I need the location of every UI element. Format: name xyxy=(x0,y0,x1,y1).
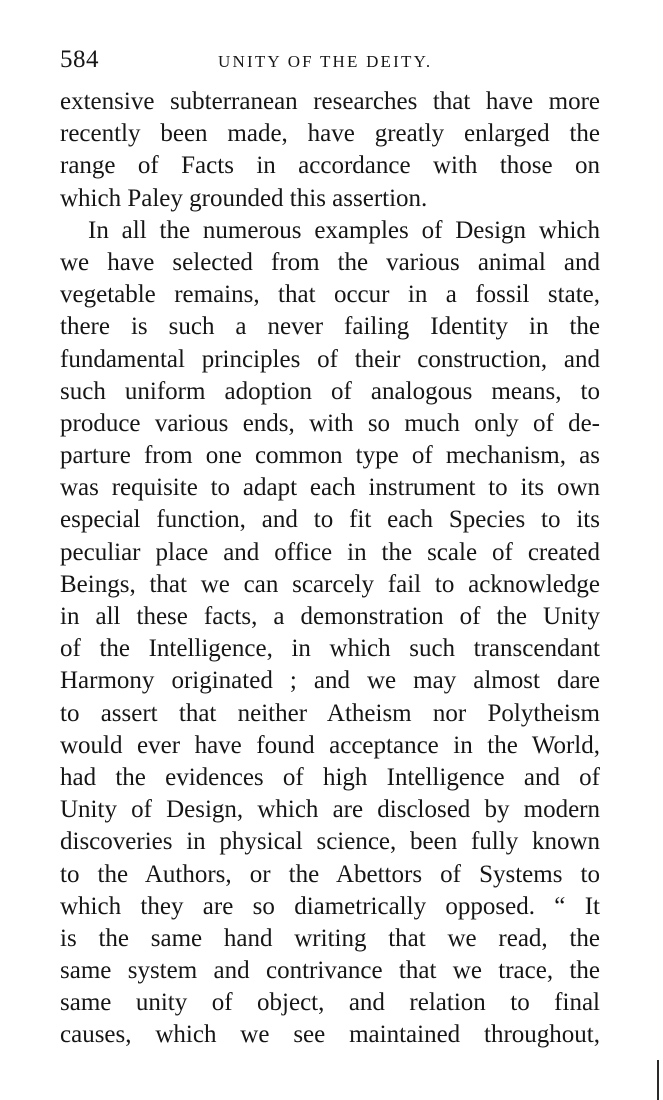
text-line: which they are so diametrically opposed. “ It xyxy=(60,892,600,920)
text-line: especial function, and to fit each Species to its xyxy=(60,506,600,534)
body-text xyxy=(60,86,600,1052)
text-line: of the Intelligence, in which such transcendant xyxy=(60,635,600,663)
text-line: is the same hand writing that we read, the xyxy=(60,924,600,952)
text-line: there is such a never failing Identity in the xyxy=(60,313,600,341)
text-line: range of Facts in accordance with those on xyxy=(60,152,600,180)
text-line: such uniform adoption of analogous means, to xyxy=(60,377,600,405)
text-line: same unity of object, and relation to final xyxy=(60,989,600,1017)
text-line: parture from one common type of mechanism, as xyxy=(60,442,600,470)
text-line: was requisite to adapt each instrument to its own xyxy=(60,474,600,502)
text-line: which Paley grounded this assertion. xyxy=(60,184,428,212)
text-line: in all these facts, a demonstration of the Unity xyxy=(60,603,600,630)
text-line: discoveries in physical science, been fully known xyxy=(60,828,600,856)
text-line: to assert that neither Atheism nor Polytheism xyxy=(60,699,600,727)
text-line: peculiar place and office in the scale of created xyxy=(60,538,600,566)
text-line: same system and contrivance that we trace, the xyxy=(60,957,600,985)
text-line: Beings, that we can scarcely fail to acknowledge xyxy=(60,570,600,598)
text-line: Unity of Design, which are disclosed by modern xyxy=(60,796,600,824)
text-line: extensive subterranean researches that have more xyxy=(60,88,600,115)
page-edge-mark xyxy=(657,1060,659,1100)
page-number: 584 xyxy=(60,46,99,73)
text-line: would ever have found acceptance in the World, xyxy=(60,731,600,759)
paragraph-first-line: In all the numerous examples of Design which xyxy=(88,216,600,244)
text-line: produce various ends, with so much only of de- xyxy=(60,409,600,437)
text-line: fundamental principles of their construction, and xyxy=(60,345,600,373)
text-line: Harmony originated ; and we may almost dare xyxy=(60,667,600,695)
text-line: recently been made, have greatly enlarged the xyxy=(60,120,600,148)
text-line: had the evidences of high Intelligence and of xyxy=(60,763,600,791)
text-line: causes, which we see maintained throughout, xyxy=(60,1021,600,1049)
text-line: to the Authors, or the Abettors of Systems to xyxy=(60,860,600,888)
text-line: we have selected from the various animal and xyxy=(60,248,600,276)
running-title: UNITY OF THE DEITY. xyxy=(218,52,433,71)
text-line: vegetable remains, that occur in a fossil state, xyxy=(60,281,600,309)
running-head xyxy=(60,44,610,76)
